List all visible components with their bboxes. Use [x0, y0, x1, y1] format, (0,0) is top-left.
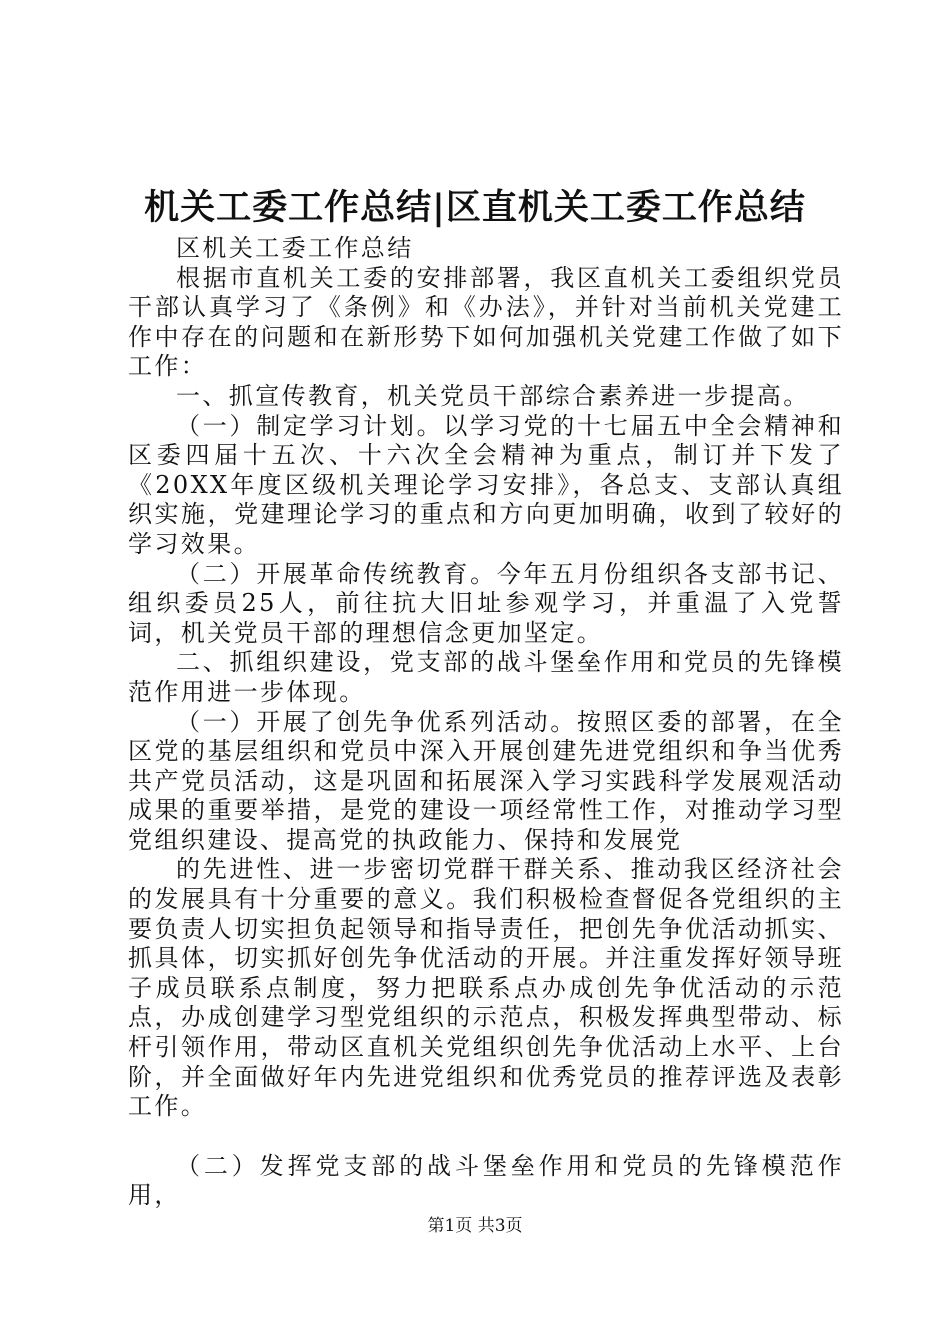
- paragraph-section-2-item-1-continued: 的先进性、进一步密切党群干群关系、推动我区经济社会的发展具有十分重要的意义。我们积极检查督促各党组织的主要负责人切实担负起领导和指导责任，把创先争优活动抓实、抓具体，切实抓好创先争优活动的开展。并注重发挥好领导班子成员联系点制度，努力把联系点办成创先争优活动的示范点，办成创建学习型党组织的示范点，积极发挥典型带动、标杆引领作用，带动区直机关党组织创先争优活动上水平、上台阶，并全面做好年内先进党组织和优秀党员的推荐评选及表彰工作。: [128, 855, 844, 1121]
- document-body: [128, 234, 844, 1211]
- document-title: 机关工委工作总结|区直机关工委工作总结: [144, 187, 806, 228]
- paragraph-section-2-heading: 二、抓组织建设，党支部的战斗堡垒作用和党员的先锋模范作用进一步体现。: [128, 648, 844, 706]
- paragraph-subtitle: 区机关工委工作总结: [176, 234, 414, 262]
- paragraph-section-1-item-1: （一）制定学习计划。以学习党的十七届五中全会精神和区委四届十五次、十六次全会精神为重点，制订并下发了《20XX年度区级机关理论学习安排》，各总支、支部认真组织实施，党建理论学习的重点和方向更加明确，收到了较好的学习效果。: [128, 411, 844, 558]
- paragraph-section-1-item-2: （二）开展革命传统教育。今年五月份组织各支部书记、组织委员25人，前往抗大旧址参观学习，并重温了入党誓词，机关党员干部的理想信念更加坚定。: [128, 559, 844, 647]
- paragraph-section-2-item-1: （一）开展了创先争优系列活动。按照区委的部署，在全区党的基层组织和党员中深入开展创建先进党组织和争当优秀共产党员活动，这是巩固和拓展深入学习实践科学发展观活动成果的重要举措，是党的建设一项经常性工作，对推动学习型党组织建设、提高党的执政能力、保持和发展党: [128, 707, 844, 854]
- paragraph-section-1-heading: 一、抓宣传教育，机关党员干部综合素养进一步提高。: [176, 381, 810, 410]
- paragraph-intro: 根据市直机关工委的安排部署，我区直机关工委组织党员干部认真学习了《条例》和《办法》，并针对当前机关党建工作中存在的问题和在新形势下如何加强机关党建工作做了如下工作：: [128, 263, 844, 381]
- paragraph-section-2-item-2: （二）发挥党支部的战斗堡垒作用和党员的先锋模范作用，: [128, 1151, 844, 1210]
- page-footer: 第1页 共3页: [427, 1216, 523, 1236]
